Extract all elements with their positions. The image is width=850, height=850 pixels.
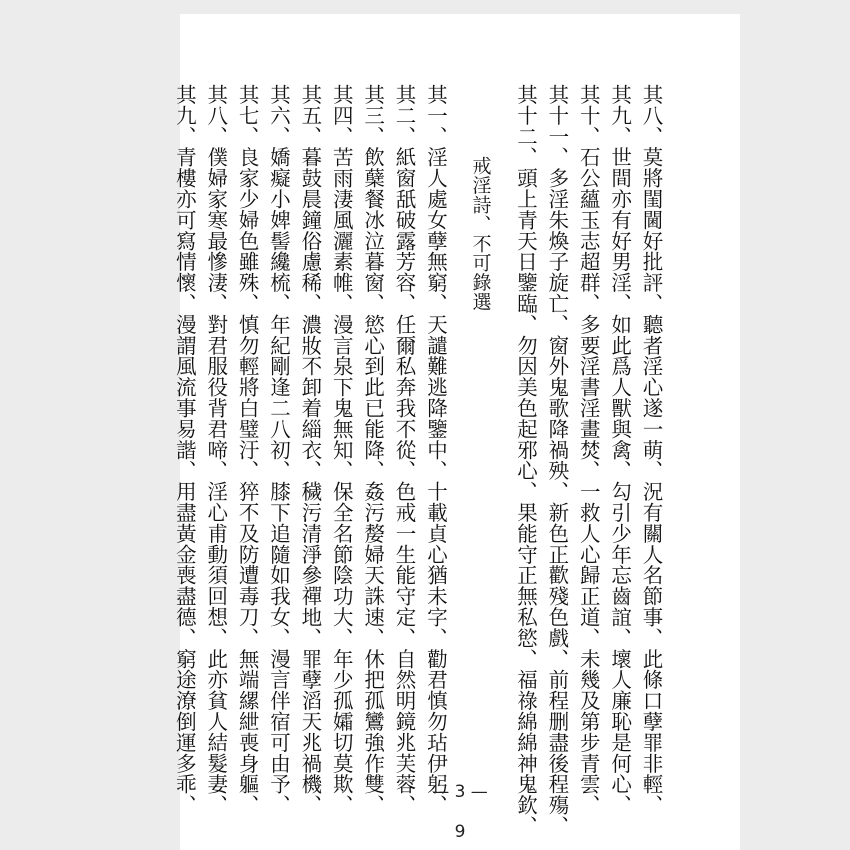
poem-line-5: 其五、暮鼓晨鐘俗慮稀、濃妝不卸着緇衣、穢污清淨參禪地、罪孽滔天兆禍機、 [297, 84, 322, 816]
poem-line-9: 其九、青樓亦可寫情懷、漫謂風流事易諧、用盡黃金喪盡德、窮途潦倒運多乖、 [172, 84, 197, 816]
poem-line-6: 其六、嬌癡小婢髻纔梳、年紀剛逢二八初、膝下追隨如我女、漫言伴宿可由予、 [266, 84, 291, 816]
poem-line-8: 其八、僕婦家寒最慘淒、對君服役背君啼、淫心甫動須回想、此亦貧人結髮妻、 [203, 84, 228, 816]
poem-line-7: 其七、良家少婦色雖殊、慎勿輕將白璧汙、猝不及防遭毒刀、無端縲紲喪身軀、 [235, 84, 260, 816]
section-heading: 戒淫詩、不可錄選 [469, 156, 492, 312]
vertical-text-columns [166, 84, 664, 837]
poem-line-3: 其三、飲蘖餐冰泣暮窗、慾心到此已能降、姦污嫠婦天誅速、休把孤鸞強作雙、 [360, 84, 385, 816]
poem-line-12-prev: 其十二、頭上青天日鑒臨、勿因美色起邪心、果能守正無私慾、福祿綿綿神鬼欽、 [513, 84, 538, 837]
poem-line-11-prev: 其十一、多淫朱煥子旋亡、窗外鬼歌降禍殃、新色正歡殘色戲、前程删盡後程殤、 [544, 84, 569, 837]
poem-line-1: 其一、淫人處女孽無窮、天譴難逃降鑒中、十載貞心猶未字、勸君慎勿玷伊躬、 [423, 84, 448, 816]
poem-line-10-prev: 其十、石公蘊玉志超群、多要淫書淫畫焚、一救人心歸正道、未幾及第步青雲、 [576, 84, 601, 816]
poem-line-2: 其二、紙窗舐破露芳容、任爾私奔我不從、色戒一生能守定、自然明鏡兆芙蓉、 [392, 84, 417, 816]
poem-line-4: 其四、苦雨淒風灑素帷、漫言泉下鬼無知、保全名節陰功大、年少孤孀切莫欺、 [329, 84, 354, 816]
book-page [172, 14, 740, 850]
poem-line-8-prev: 其八、莫將閨閫好批評、聽者淫心遂一萌、況有關人名節事、此條口孽罪非輕、 [639, 84, 663, 816]
page-number: — 3 — [432, 782, 488, 802]
folio-number: 9 [454, 822, 466, 842]
poem-line-9-prev: 其九、世間亦有好男淫、如此爲人獸與禽、勾引少年忘齒誼、壞人廉恥是何心、 [607, 84, 632, 816]
